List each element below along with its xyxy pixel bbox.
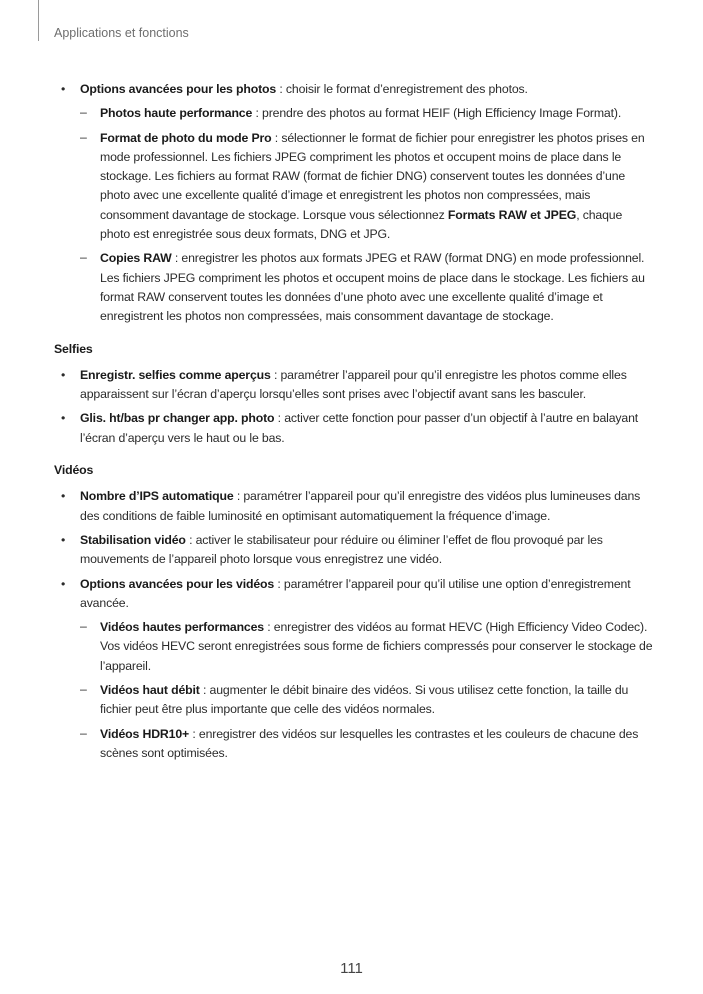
list-item-stabilisation bbox=[54, 531, 654, 570]
list-item-photo-options bbox=[54, 80, 654, 99]
header-divider bbox=[38, 0, 39, 41]
item-title: Stabilisation vidéo bbox=[80, 532, 186, 547]
list-item-glisser-changer bbox=[54, 409, 654, 448]
item-description: : paramétrer l’appareil pour qu’il enregistre des vidéos plus lumineuses dans des conditions de faible luminosité en optimisant automatiquement la fréquence d’image. bbox=[80, 489, 641, 523]
list-item-ips-auto bbox=[54, 487, 654, 526]
item-description: : sélectionner le format de fichier pour enregistrer les photos prises en mode professionnel. Les fichiers JPEG compriment les photos et occupent moins de place dans le stockage. Les fichiers au format RAW (format de fichier DNG) conservent toutes les données d’une photo avec une excellente qualité d’image et enregistrent les photos non compressées, mais consomment davantage de stockage. Lorsque vous sélectionnez bbox=[100, 130, 645, 222]
item-description: : augmenter le débit binaire des vidéos. Si vous utilisez cette fonction, la taille du fichier peut être plus importante que celle des vidéos normales. bbox=[100, 683, 629, 717]
bullet-marker: • bbox=[61, 367, 66, 382]
bullet-marker: • bbox=[61, 532, 66, 547]
item-title: Nombre d’IPS automatique bbox=[80, 489, 234, 504]
dash-marker: – bbox=[80, 619, 87, 634]
dash-marker: – bbox=[80, 725, 87, 740]
item-title: Copies RAW bbox=[100, 251, 172, 266]
page-number: 111 bbox=[340, 960, 363, 977]
item-title: Vidéos HDR10+ bbox=[100, 726, 190, 741]
item-description: : paramétrer l’appareil pour qu’il utilise une option d’enregistrement avancée. bbox=[80, 576, 631, 610]
section-heading-selfies: Selfies bbox=[54, 341, 93, 356]
section-heading-videos: Vidéos bbox=[54, 463, 94, 478]
item-description: : choisir le format d’enregistrement des photos. bbox=[276, 82, 528, 96]
item-inline-bold: Formats RAW et JPEG bbox=[447, 207, 577, 222]
item-description: : activer le stabilisateur pour réduire ou éliminer l’effet de flou provoqué par les mouvements de l’appareil photo lorsque vous enregistrez une vidéo. bbox=[80, 532, 603, 567]
bullet-marker: • bbox=[61, 82, 66, 96]
sub-item-copies-raw bbox=[54, 249, 654, 326]
dash-marker: – bbox=[80, 682, 87, 697]
item-description: : enregistrer des vidéos au format HEVC (High Efficiency Video Codec). Vos vidéos HEVC seront enregistrées sous forme de fichiers compressés pour conserver le stockage de l’appareil. bbox=[100, 620, 653, 673]
item-description: : paramétrer l’appareil pour qu’il enregistre les photos comme elles apparaissent sur l’écran d’aperçu lorsqu’elles sont prises avec l’objectif avant sans les basculer. bbox=[80, 367, 627, 402]
item-description-end: , chaque photo est enregistrée sous deux formats, DNG et JPG. bbox=[100, 207, 623, 242]
list-item-selfies-apercus bbox=[54, 366, 654, 405]
bullet-marker: • bbox=[61, 489, 66, 504]
dash-marker: – bbox=[80, 105, 87, 120]
page-content bbox=[54, 80, 654, 768]
item-title: Glis. ht/bas pr changer app. photo bbox=[80, 411, 275, 426]
item-title: Options avancées pour les vidéos bbox=[80, 576, 275, 591]
item-title: Vidéos hautes performances bbox=[100, 620, 264, 635]
item-description: : enregistrer des vidéos sur lesquelles les contrastes et les couleurs de chacune des scènes sont optimisées. bbox=[100, 726, 639, 760]
bullet-marker: • bbox=[61, 411, 66, 426]
item-title: Options avancées pour les photos bbox=[80, 82, 277, 96]
item-description: : enregistrer les photos aux formats JPEG et RAW (format DNG) en mode professionnel. Les fichiers JPEG compriment les photos et occupent moins de place dans le stockage. Les fichiers au format RAW conservent toutes les données d’une photo avec une excellente qualité d’image et enregistrent les photos non compressées, mais consomment davantage de stockage. bbox=[100, 251, 645, 324]
sub-item-videos-hautes-performances bbox=[54, 618, 654, 676]
page-header-title: Applications et fonctions bbox=[54, 26, 189, 40]
sub-item-videos-haut-debit bbox=[54, 681, 654, 720]
dash-marker: – bbox=[80, 250, 87, 265]
sub-item-photos-haute-performance bbox=[54, 104, 654, 123]
item-title: Vidéos haut débit bbox=[100, 683, 200, 698]
bullet-marker: • bbox=[61, 576, 66, 591]
dash-marker: – bbox=[80, 129, 87, 144]
item-title: Photos haute performance bbox=[100, 106, 253, 121]
list-item-video-options bbox=[54, 575, 654, 614]
item-description: : prendre des photos au format HEIF (High Efficiency Image Format). bbox=[252, 106, 622, 121]
sub-item-videos-hdr10 bbox=[54, 725, 654, 764]
item-description: : activer cette fonction pour passer d’un objectif à l’autre en balayant l’écran d’aperçu vers le haut ou le bas. bbox=[80, 411, 639, 445]
sub-item-format-mode-pro bbox=[54, 129, 654, 245]
item-title: Enregistr. selfies comme aperçus bbox=[80, 367, 271, 382]
item-title: Format de photo du mode Pro bbox=[100, 130, 272, 145]
